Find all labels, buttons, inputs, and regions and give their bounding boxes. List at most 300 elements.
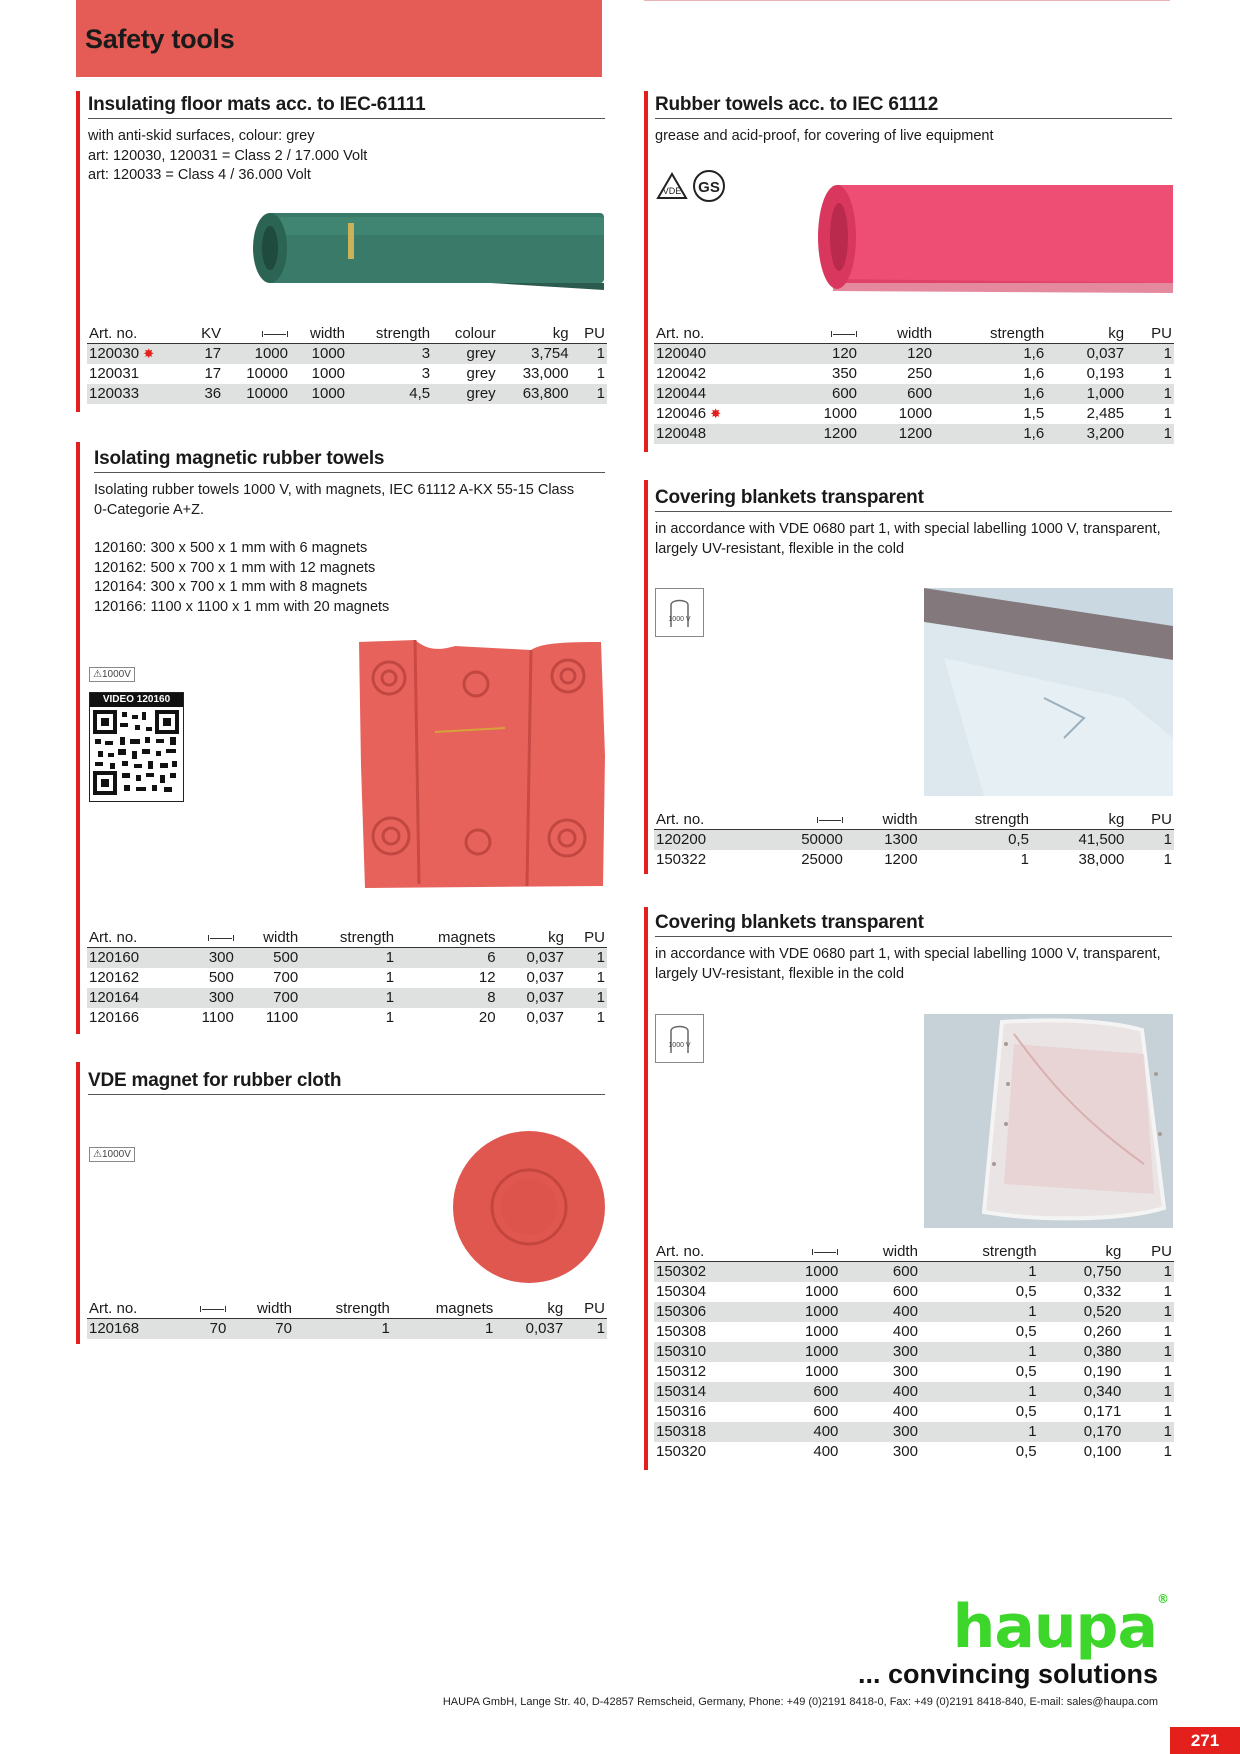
voltage-badge: ⚠1000V <box>89 1147 135 1162</box>
table-cell: 1 <box>294 1319 392 1340</box>
table-cell: 1100 <box>201 1009 234 1026</box>
table-cell: 70 <box>178 1319 228 1340</box>
vde-magnet-table <box>87 1299 607 1339</box>
section-description <box>655 520 1172 559</box>
table-row <box>654 1262 1174 1283</box>
length-icon <box>208 935 234 941</box>
section-accent-bar <box>644 480 648 874</box>
table-cell: 1 <box>385 1009 395 1026</box>
table-cell: 0,5 <box>920 830 1031 851</box>
section-covering-blankets-1 <box>655 487 1172 559</box>
covering-blankets-2-table <box>654 1242 1174 1462</box>
table-cell: 1 <box>1126 424 1174 444</box>
table-cell: 12 <box>478 969 496 986</box>
table-cell: 1,6 <box>934 424 1046 444</box>
column-header: PU <box>1126 324 1174 344</box>
table-cell: 1,6 <box>934 344 1046 365</box>
table-cell: 300 <box>176 988 236 1008</box>
table-cell: 1 <box>1123 1342 1174 1362</box>
column-header: Art. no. <box>87 1299 178 1319</box>
section-accent-bar <box>76 1062 80 1344</box>
table-cell: 4,5 <box>347 384 432 404</box>
qr-code-icon <box>90 707 183 799</box>
table-cell: 1 <box>1126 830 1174 851</box>
table-cell: 1 <box>571 344 607 365</box>
table-cell: 17 <box>188 344 223 365</box>
table-cell: 350 <box>831 365 858 382</box>
column-header: KV <box>188 324 223 344</box>
floor-mat-image <box>248 205 606 293</box>
table-cell: 400 <box>892 1403 918 1420</box>
column-header: Art. no. <box>654 324 787 344</box>
table-cell: 10000 <box>246 365 288 382</box>
table-row <box>654 1442 1174 1462</box>
table-cell: 300 <box>840 1422 920 1442</box>
brand-logo: haupa® <box>952 1592 1168 1662</box>
column-header <box>176 928 236 948</box>
table-cell: 0,340 <box>1039 1382 1124 1402</box>
section-floor-mats <box>88 94 605 186</box>
table-row <box>654 850 1174 870</box>
vde-magnet-image <box>450 1128 608 1286</box>
description-line: largely UV-resistant, flexible in the cold <box>655 540 905 557</box>
table-cell: 50000 <box>757 830 844 851</box>
table-row <box>654 424 1174 444</box>
table-cell: 300 <box>840 1342 920 1362</box>
table-cell: 1 <box>920 1342 1039 1362</box>
article-number: 150304 <box>656 1283 707 1300</box>
table-cell: 600 <box>859 384 934 404</box>
section-title: Covering blankets transparent <box>655 487 1172 512</box>
column-header <box>223 324 290 344</box>
description-line: with anti-skid surfaces, colour: grey <box>88 128 315 144</box>
table-cell: 1 <box>920 1262 1039 1283</box>
table-row <box>87 364 607 384</box>
table-cell: 1 <box>1163 365 1172 382</box>
table-cell: 1300 <box>845 830 920 851</box>
section-title: Rubber towels acc. to IEC 61112 <box>655 94 1172 119</box>
table-cell: 300 <box>176 948 236 969</box>
article-number: 150316 <box>656 1403 707 1420</box>
description-line: 120160: 300 x 500 x 1 mm with 6 magnets <box>94 540 368 556</box>
column-header: PU <box>566 928 607 948</box>
floor-mats-table <box>87 324 607 404</box>
table-cell: 1 <box>596 1009 605 1026</box>
table-cell: 63,800 <box>498 384 571 404</box>
article-number: 120044 <box>654 384 787 404</box>
table-cell: 600 <box>840 1262 920 1283</box>
svg-text:GS: GS <box>698 179 720 196</box>
section-title: Isolating magnetic rubber towels <box>94 448 605 473</box>
table-cell: 300 <box>892 1363 918 1380</box>
table-cell: 1 <box>300 948 396 969</box>
table-row <box>654 830 1174 851</box>
table-row <box>654 1402 1174 1422</box>
rubber-towel-image <box>817 183 1173 297</box>
table-cell: grey <box>466 365 496 382</box>
table-row <box>87 988 607 1008</box>
table-cell: 1000 <box>805 1283 839 1300</box>
brand-slogan: ... convincing solutions <box>857 1659 1158 1689</box>
table-cell: 0,037 <box>526 969 565 986</box>
column-header: strength <box>934 324 1046 344</box>
table-cell: 1200 <box>884 851 918 868</box>
column-header: Art. no. <box>654 810 757 830</box>
table-cell: 600 <box>787 384 859 404</box>
article-number: 120160 <box>87 948 176 969</box>
section-accent-bar <box>644 91 648 452</box>
column-header: colour <box>432 324 498 344</box>
table-cell: 1 <box>1126 344 1174 365</box>
table-cell: 1 <box>1020 851 1029 868</box>
column-header <box>787 324 859 344</box>
table-cell: 1000 <box>823 405 858 422</box>
article-number: 150308 <box>656 1323 707 1340</box>
page-number: 271 <box>1170 1727 1240 1754</box>
article-number: 120042 <box>656 365 707 382</box>
column-header: width <box>840 1242 920 1262</box>
table-cell: 1000 <box>898 405 933 422</box>
table-header-row <box>87 928 607 948</box>
transparent-blanket-roll-image <box>924 588 1173 796</box>
svg-text:1000 V: 1000 V <box>668 616 691 623</box>
table-cell: 1,000 <box>1046 384 1126 404</box>
table-cell: 0,037 <box>498 948 566 969</box>
column-header <box>757 810 844 830</box>
table-cell: 0,750 <box>1039 1262 1124 1283</box>
table-cell: 0,5 <box>1015 1443 1037 1460</box>
length-icon <box>262 331 288 337</box>
table-cell: 1 <box>1163 1403 1172 1420</box>
magnetic-towel-image <box>355 636 607 891</box>
column-header: width <box>228 1299 294 1319</box>
column-header: kg <box>498 928 566 948</box>
table-cell: 1,6 <box>1023 365 1045 382</box>
article-number: 150306 <box>654 1302 764 1322</box>
section-description <box>655 127 1172 147</box>
table-cell: 10000 <box>223 384 290 404</box>
description-line: 120162: 500 x 700 x 1 mm with 12 magnets <box>94 559 376 576</box>
table-cell: 120 <box>787 344 859 365</box>
table-cell: 0,100 <box>1083 1443 1122 1460</box>
table-cell: 0,5 <box>1015 1403 1037 1420</box>
table-cell: 1000 <box>290 344 347 365</box>
section-title: VDE magnet for rubber cloth <box>88 1070 605 1095</box>
table-row <box>654 1362 1174 1382</box>
article-number: 120046 ✸ <box>656 405 722 422</box>
table-cell: 1 <box>596 365 605 382</box>
table-cell: 17 <box>204 365 222 382</box>
table-cell: 0,190 <box>1083 1363 1122 1380</box>
column-header: width <box>859 324 934 344</box>
table-cell: 250 <box>907 365 933 382</box>
length-icon <box>200 1306 226 1312</box>
table-cell: 1000 <box>764 1302 840 1322</box>
table-cell: 3 <box>421 365 431 382</box>
transparent-blanket-sheet-image <box>924 1014 1173 1228</box>
article-number: 120162 <box>89 969 140 986</box>
table-cell: 500 <box>236 948 300 969</box>
table-cell: 1000 <box>764 1262 840 1283</box>
table-cell: 600 <box>892 1283 918 1300</box>
column-header: PU <box>571 324 607 344</box>
table-header-row <box>87 324 607 344</box>
table-cell: 3 <box>347 344 432 365</box>
table-cell: 0,380 <box>1039 1342 1124 1362</box>
table-cell: 1 <box>1123 1302 1174 1322</box>
table-cell: 700 <box>236 988 300 1008</box>
table-row <box>654 1382 1174 1402</box>
section-rubber-towels <box>655 94 1172 147</box>
article-number: 150302 <box>654 1262 764 1283</box>
table-cell: 400 <box>892 1323 918 1340</box>
section-description <box>88 127 605 186</box>
voltage-glove-icon <box>655 588 704 637</box>
table-cell: 400 <box>840 1382 920 1402</box>
article-number: 120164 <box>87 988 176 1008</box>
column-header: kg <box>1031 810 1126 830</box>
column-header: kg <box>1046 324 1126 344</box>
section-accent-bar <box>76 91 80 412</box>
company-address: HAUPA GmbH, Lange Str. 40, D-42857 Remscheid, Germany, Phone: +49 (0)2191 8418-0, Fax: +49 (0)2191 8418-840, E-mail: sales@haupa.com <box>442 1696 1158 1708</box>
column-header: kg <box>1039 1242 1124 1262</box>
table-cell: 41,500 <box>1031 830 1126 851</box>
column-header <box>764 1242 840 1262</box>
article-number: 150310 <box>654 1342 764 1362</box>
table-cell: 400 <box>764 1422 840 1442</box>
table-cell: 0,170 <box>1039 1422 1124 1442</box>
rubber-towels-table <box>654 324 1174 444</box>
table-cell: grey <box>432 344 498 365</box>
column-header: Art. no. <box>87 324 188 344</box>
article-number: 150322 <box>656 851 707 868</box>
column-header: strength <box>920 1242 1039 1262</box>
table-row <box>87 344 607 365</box>
section-description <box>655 945 1172 984</box>
table-cell: 6 <box>396 948 497 969</box>
vde-gs-certification-icon <box>655 170 729 204</box>
article-number: 120168 <box>87 1319 178 1340</box>
article-number: 120040 <box>654 344 787 365</box>
column-header: Art. no. <box>654 1242 764 1262</box>
video-qr-code[interactable] <box>89 692 184 802</box>
section-title: Insulating floor mats acc. to IEC-61111 <box>88 94 605 119</box>
table-row <box>87 968 607 988</box>
column-header: width <box>236 928 300 948</box>
table-row <box>654 384 1174 404</box>
table-cell: 0,5 <box>1015 1283 1037 1300</box>
table-cell: 1 <box>392 1319 495 1340</box>
description-line: largely UV-resistant, flexible in the cold <box>655 965 905 982</box>
section-vde-magnet <box>88 1070 605 1095</box>
table-cell: 600 <box>813 1403 839 1420</box>
star-burst-icon: ✸ <box>710 406 722 421</box>
table-cell: 0,260 <box>1083 1323 1122 1340</box>
article-number: 150318 <box>654 1422 764 1442</box>
video-label: VIDEO 120160 <box>90 693 183 707</box>
description-line: in accordance with VDE 0680 part 1, with special labelling 1000 V, transparent, <box>655 946 1161 962</box>
column-header: magnets <box>396 928 497 948</box>
column-header: width <box>290 324 347 344</box>
column-header: PU <box>565 1299 607 1319</box>
table-cell: 1,5 <box>1023 405 1045 422</box>
column-header: kg <box>498 324 571 344</box>
table-cell: 1 <box>1163 1283 1172 1300</box>
description-line: art: 120033 = Class 4 / 36.000 Volt <box>88 167 311 183</box>
table-cell: 0,037 <box>495 1319 565 1340</box>
table-cell: 1000 <box>764 1342 840 1362</box>
voltage-glove-icon <box>655 1014 704 1063</box>
table-cell: 1 <box>566 948 607 969</box>
column-header: strength <box>920 810 1031 830</box>
table-cell: 0,037 <box>1046 344 1126 365</box>
section-accent-bar <box>644 907 648 1470</box>
table-cell: 120 <box>859 344 934 365</box>
table-cell: 400 <box>840 1302 920 1322</box>
svg-text:VDE: VDE <box>662 186 682 196</box>
description-line: 120166: 1100 x 1100 x 1 mm with 20 magnets <box>94 598 390 615</box>
table-cell: 1 <box>596 969 605 986</box>
svg-text:1000 V: 1000 V <box>668 1042 691 1049</box>
magnetic-towels-table <box>87 928 607 1028</box>
table-cell: 1000 <box>223 344 290 365</box>
table-row <box>654 344 1174 365</box>
column-header: strength <box>294 1299 392 1319</box>
section-magnetic-towels <box>94 448 605 617</box>
table-cell: 1200 <box>859 424 934 444</box>
table-cell: 0,171 <box>1083 1403 1122 1420</box>
article-number: 150314 <box>654 1382 764 1402</box>
table-cell: 0,332 <box>1083 1283 1122 1300</box>
length-icon <box>812 1249 838 1255</box>
column-header: kg <box>495 1299 565 1319</box>
table-cell: 38,000 <box>1078 851 1125 868</box>
star-burst-icon: ✸ <box>143 346 155 361</box>
table-cell: 3,754 <box>498 344 571 365</box>
table-cell: 1 <box>1123 1382 1174 1402</box>
table-cell: 400 <box>813 1443 839 1460</box>
table-header-row <box>87 1299 607 1319</box>
article-number: 120166 <box>89 1009 140 1026</box>
table-cell: 0,037 <box>526 1009 565 1026</box>
table-cell: 25000 <box>801 851 843 868</box>
section-description <box>94 481 605 617</box>
table-cell: 500 <box>208 969 234 986</box>
table-cell: 36 <box>188 384 223 404</box>
table-cell: 1 <box>565 1319 607 1340</box>
column-header: magnets <box>392 1299 495 1319</box>
table-cell: 1 <box>571 384 607 404</box>
table-cell: 1000 <box>311 365 346 382</box>
column-header: strength <box>300 928 396 948</box>
table-row <box>654 1302 1174 1322</box>
article-number: 120031 <box>89 365 140 382</box>
table-cell: 1 <box>920 1422 1039 1442</box>
table-cell: 1 <box>1123 1262 1174 1283</box>
table-header-row <box>654 1242 1174 1262</box>
top-rule <box>644 0 1170 1</box>
section-accent-bar <box>76 442 80 1034</box>
table-row <box>654 1282 1174 1302</box>
table-header-row <box>654 324 1174 344</box>
table-cell: 1200 <box>787 424 859 444</box>
description-line: in accordance with VDE 0680 part 1, with special labelling 1000 V, transparent, <box>655 521 1161 537</box>
table-cell: 0,5 <box>1015 1363 1037 1380</box>
article-number: 120033 <box>87 384 188 404</box>
column-header: Art. no. <box>87 928 176 948</box>
column-header: PU <box>1126 810 1174 830</box>
table-row <box>654 1422 1174 1442</box>
length-icon <box>817 817 843 823</box>
article-number: 150312 <box>656 1363 707 1380</box>
column-header: PU <box>1123 1242 1174 1262</box>
article-number: 120200 <box>654 830 757 851</box>
description-line <box>94 520 605 539</box>
table-cell: 600 <box>764 1382 840 1402</box>
description-line: 120164: 300 x 700 x 1 mm with 8 magnets <box>94 579 368 595</box>
table-row <box>87 384 607 404</box>
table-cell: 1 <box>566 988 607 1008</box>
table-cell: 33,000 <box>522 365 569 382</box>
description-line: Isolating rubber towels 1000 V, with magnets, IEC 61112 A-KX 55-15 Class <box>94 482 575 498</box>
table-cell: 1 <box>1163 851 1172 868</box>
column-header: width <box>845 810 920 830</box>
table-row <box>87 1008 607 1028</box>
table-cell: 0,5 <box>1015 1323 1037 1340</box>
table-cell: grey <box>432 384 498 404</box>
table-row <box>654 1322 1174 1342</box>
article-number: 120048 <box>654 424 787 444</box>
table-cell: 1,6 <box>934 384 1046 404</box>
table-cell: 1 <box>1163 1323 1172 1340</box>
page-title: Safety tools <box>85 24 235 54</box>
table-cell: 1 <box>300 988 396 1008</box>
voltage-badge: ⚠1000V <box>89 667 135 682</box>
table-cell: 70 <box>228 1319 294 1340</box>
description-line: 0-Categorie A+Z. <box>94 501 205 518</box>
table-row <box>87 948 607 969</box>
description-line: art: 120030, 120031 = Class 2 / 17.000 Volt <box>88 147 368 164</box>
table-cell: 8 <box>396 988 497 1008</box>
table-cell: 1 <box>920 1382 1039 1402</box>
table-cell: 1 <box>920 1302 1039 1322</box>
section-covering-blankets-2 <box>655 912 1172 984</box>
table-row <box>654 404 1174 424</box>
table-row <box>87 1319 607 1340</box>
length-icon <box>831 331 857 337</box>
table-header-row <box>654 810 1174 830</box>
table-cell: 300 <box>892 1443 918 1460</box>
table-row <box>654 364 1174 384</box>
table-cell: 1 <box>1163 1363 1172 1380</box>
table-cell: 0,037 <box>498 988 566 1008</box>
table-cell: 2,485 <box>1086 405 1125 422</box>
table-cell: 0,193 <box>1086 365 1125 382</box>
table-cell: 1000 <box>805 1363 839 1380</box>
table-cell: 3,200 <box>1046 424 1126 444</box>
article-number: 120030 ✸ <box>87 344 188 365</box>
table-cell: 1 <box>1126 384 1174 404</box>
table-cell: 1000 <box>290 384 347 404</box>
table-cell: 700 <box>273 969 299 986</box>
table-row <box>654 1342 1174 1362</box>
table-cell: 1 <box>1163 1443 1172 1460</box>
table-cell: 1 <box>385 969 395 986</box>
table-cell: 1100 <box>265 1009 299 1026</box>
table-cell: 0,520 <box>1039 1302 1124 1322</box>
article-number: 150320 <box>656 1443 707 1460</box>
covering-blankets-1-table <box>654 810 1174 870</box>
